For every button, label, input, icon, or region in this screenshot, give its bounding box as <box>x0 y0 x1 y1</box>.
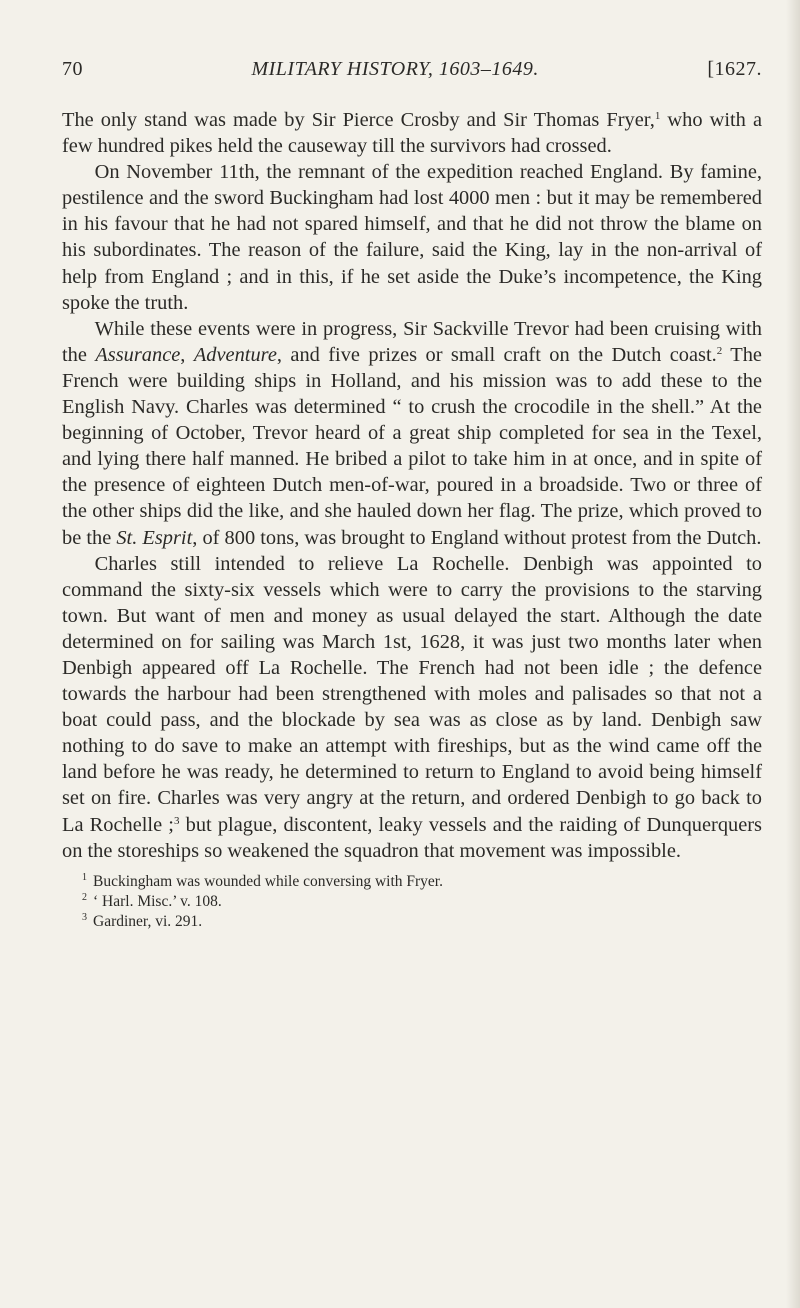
ship-name: Assurance <box>95 343 181 366</box>
footnote <box>82 872 762 892</box>
page-header <box>62 58 762 81</box>
paragraph-1 <box>62 107 762 159</box>
footnote <box>82 892 762 912</box>
paragraph-text: Charles still intended to relieve La Rochelle. Denbigh was appointed to command the sixty-six vessels which were to carry the provisions to the starving town. But want of men and money as usual delayed the start. Although the date determined on for sailing was March 1st, 1628, it was just two months later when Denbigh appeared off La Rochelle. The French had not been idle ; the defence towards the harbour had been strengthened with moles and palisades so that not a boat could pass, and the blockade by sea was as close as by land. Denbigh saw nothing to do save to make an attempt with fireships, but as the wind came off the land before he was ready, he determined to return to England to avoid being himself set on fire. Charles was very angry at the return, and ordered Denbigh to go back to La Rochelle ; <box>62 552 762 836</box>
page-edge-shadow <box>786 0 800 1308</box>
paragraph-4 <box>62 551 762 864</box>
footnote-mark: 3 <box>82 911 87 923</box>
footnote-mark: 1 <box>82 871 87 883</box>
paragraph-text: who with a few hundred pikes held the causeway till the survivors had crossed. <box>62 109 762 158</box>
paragraph-text: , <box>180 343 194 366</box>
footnote-ref: 2 <box>716 344 723 357</box>
footnote-ref: 3 <box>173 814 180 827</box>
header-year: [1627. <box>707 58 762 80</box>
footnote-text: Gardiner, vi. 291. <box>93 912 203 930</box>
paragraph-text: , of 800 tons, was brought to England without protest from the Dutch. <box>192 526 762 549</box>
footnote-mark: 2 <box>82 891 87 903</box>
ship-name: St. Esprit <box>116 526 193 549</box>
footnote-text: ‘ Harl. Misc.’ v. 108. <box>93 892 222 910</box>
body-text <box>62 107 762 864</box>
paragraph-text: , and five prizes or small craft on the Dutch coast. <box>276 343 717 366</box>
page-number: 70 <box>62 58 83 80</box>
ship-name: Adventure <box>193 343 277 366</box>
paragraph-text: While these events were in progress, Sir Sackville Trevor had been cruising with the <box>62 317 762 366</box>
book-page <box>62 58 762 932</box>
footnote <box>82 912 762 932</box>
footnote-text: Buckingham was wounded while conversing with Fryer. <box>93 872 443 890</box>
paragraph-3 <box>62 316 762 551</box>
footnote-ref: 1 <box>654 110 661 122</box>
footnotes <box>62 872 762 932</box>
paragraph-text: The only stand was made by Sir Pierce Crosby and Sir Thomas Fryer, <box>62 109 655 131</box>
paragraph-2: On November 11th, the remnant of the expedition reached England. By famine, pestilence and the sword Buckingham had lost 4000 men : but it may be remembered in his favour that he had not spared himself, and that he did not throw the blame on his subordinates. The reason of the failure, said the King, lay in the non-arrival of help from England ; and in this, if he set aside the Duke’s incompetence, the King spoke the truth. <box>62 161 762 314</box>
paragraph-text: but plague, discontent, leaky vessels and the raiding of Dunquerquers on the storeships so weakened the squadron that movement was impossible. <box>62 813 762 862</box>
paragraph-text: The French were building ships in Holland, and his mission was to add these to the English Navy. Charles was determined “ to crush the crocodile in the shell.” At the beginning of October, Trevor heard of a great ship completed for sea in the Texel, and lying there half manned. He bribed a pilot to take him in at once, and in spite of the presence of eighteen Dutch men-of-war, poured in a broadside. Two or three of the other ships did the like, and she hauled down her flag. The prize, which proved to be the <box>62 343 762 549</box>
running-title: MILITARY HISTORY, 1603–1649. <box>251 58 539 80</box>
